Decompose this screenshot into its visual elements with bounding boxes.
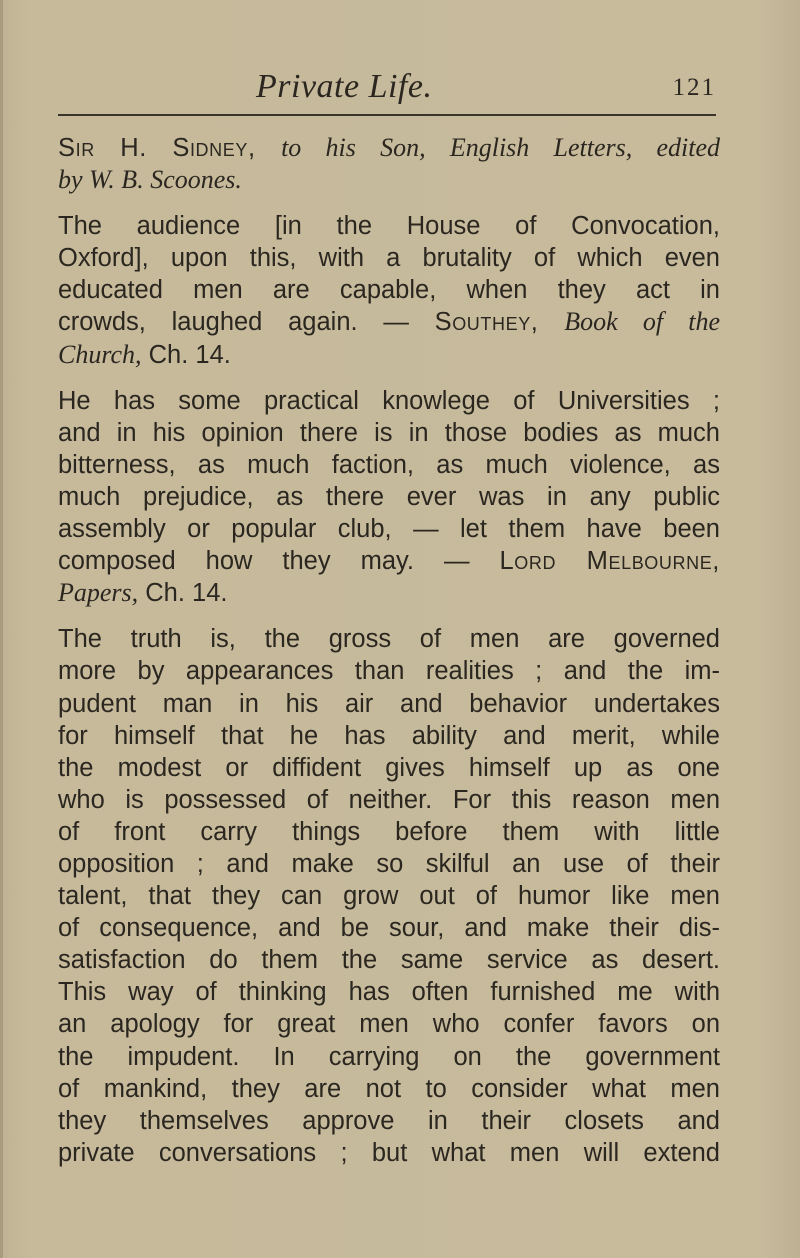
text-line: This way of thinking has often furnished me with bbox=[58, 978, 720, 1007]
text-line bbox=[58, 306, 720, 338]
quote-melbourne bbox=[58, 385, 720, 610]
text-line: The truth is, the gross of men are governed bbox=[58, 625, 720, 654]
text-line bbox=[58, 545, 720, 577]
text-line: an apology for great men who confer favors on bbox=[58, 1010, 720, 1039]
text-line: the impudent. In carrying on the government bbox=[58, 1042, 720, 1071]
page-body bbox=[58, 132, 720, 1183]
text-line: bitterness, as much faction, as much violence, as bbox=[58, 450, 720, 479]
text-line: much prejudice, as there ever was in any public bbox=[58, 482, 720, 511]
text-line: the modest or diffident gives himself up as one bbox=[58, 753, 720, 782]
text-line: He has some practical knowlege of Universities ; bbox=[58, 386, 720, 415]
author-name: Southey, bbox=[434, 308, 539, 337]
text-line bbox=[58, 132, 720, 164]
source-title: Book of the bbox=[564, 307, 720, 337]
text-line: of mankind, they are not to consider what men bbox=[58, 1074, 720, 1103]
text-line: and in his opinion there is in those bodies as much bbox=[58, 418, 720, 447]
quote-long-passage bbox=[58, 623, 720, 1169]
text-line: opposition ; and make so skilful an use of their bbox=[58, 849, 720, 878]
text-line: private conversations ; but what men will extend bbox=[58, 1138, 720, 1167]
line-text: composed how they may. — bbox=[58, 547, 500, 576]
source-title: to his Son, English Letters, edited bbox=[281, 133, 721, 162]
text-line: they themselves approve in their closets and bbox=[58, 1106, 720, 1135]
text-line: pudent man in his air and behavior undertakes bbox=[58, 689, 720, 718]
text-line: of consequence, and be sour, and make their dis- bbox=[58, 914, 720, 943]
running-head: Private Life. bbox=[256, 68, 433, 105]
line-text: crowds, laughed again. — bbox=[58, 308, 435, 337]
page-header bbox=[58, 60, 716, 110]
source-title: Papers, bbox=[58, 578, 139, 608]
text-line: more by appearances than realities ; and the im- bbox=[58, 657, 720, 686]
text-line: for himself that he has ability and merit, while bbox=[58, 721, 720, 750]
text-line bbox=[58, 339, 720, 371]
author-name: Lord Melbourne, bbox=[499, 547, 720, 576]
page-edge bbox=[0, 0, 3, 1258]
text-line: who is possessed of neither. For this reason men bbox=[58, 785, 720, 814]
source-editor: by W. B. Scoones. bbox=[58, 165, 242, 195]
text-line: educated men are capable, when they act in bbox=[58, 276, 720, 305]
text-line: assembly or popular club, — let them have been bbox=[58, 515, 720, 544]
page-number: 121 bbox=[672, 74, 716, 101]
chapter-ref: Ch. 14. bbox=[148, 340, 231, 369]
text-line bbox=[58, 164, 720, 196]
text-line: The audience [in the House of Convocation, bbox=[58, 212, 720, 241]
text-line: of front carry things before them with little bbox=[58, 817, 720, 846]
text-line: talent, that they can grow out of humor like men bbox=[58, 882, 720, 911]
text-line bbox=[58, 577, 720, 609]
text-line: Oxford], upon this, with a brutality of which even bbox=[58, 244, 720, 273]
source-title-cont: Church, bbox=[58, 339, 142, 369]
author-name: Sir H. Sidney, bbox=[58, 134, 282, 162]
quote-southey bbox=[58, 210, 720, 370]
header-rule bbox=[58, 114, 716, 116]
text-line: satisfaction do them the same service as desert. bbox=[58, 946, 720, 975]
chapter-ref: Ch. 14. bbox=[145, 579, 228, 608]
quote-attribution-sidney bbox=[58, 132, 720, 196]
